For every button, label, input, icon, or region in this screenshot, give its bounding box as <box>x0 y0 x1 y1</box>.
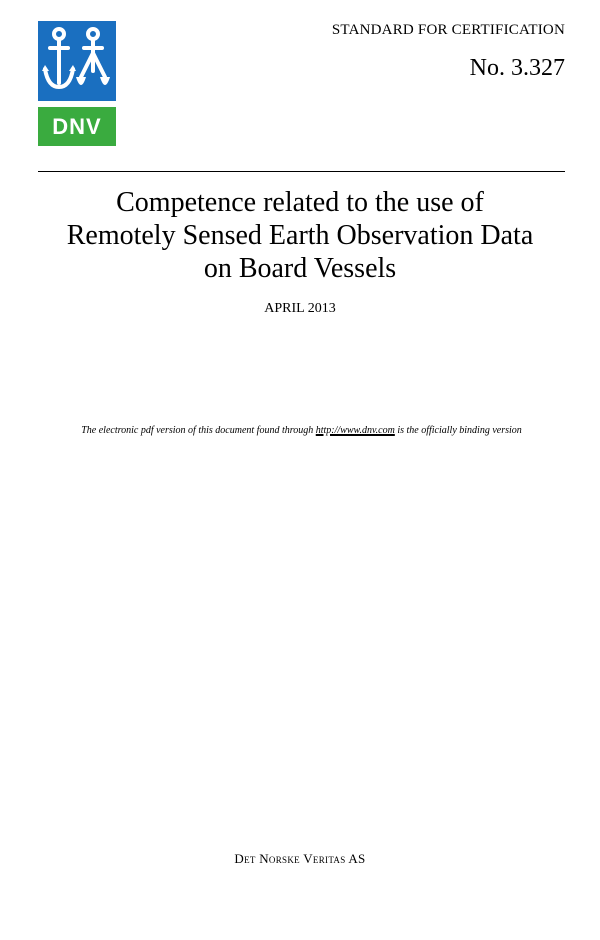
title-line-2: Remotely Sensed Earth Observation Data <box>66 220 534 251</box>
title-line-3: on Board Vessels <box>203 253 397 284</box>
title-line-1: Competence related to the use of <box>116 187 484 218</box>
document-title <box>0 186 600 285</box>
dnv-wordmark <box>38 107 116 146</box>
standard-label: STANDARD FOR CERTIFICATION <box>331 22 565 38</box>
header-divider <box>38 171 565 172</box>
dnv-website-link[interactable]: http://www.dnv.com <box>315 425 395 436</box>
publisher-name: Det Norske Veritas AS <box>234 851 366 866</box>
publication-date: APRIL 2013 <box>264 301 336 316</box>
notice-text-before: The electronic pdf version of this document found through <box>81 425 316 436</box>
dnv-logo <box>38 21 116 146</box>
dnv-wordmark-text: DNV <box>52 113 102 139</box>
anchor-logo-icon <box>38 21 116 101</box>
standard-number: No. 3.327 <box>469 55 565 81</box>
binding-version-notice <box>38 425 565 436</box>
notice-text-after: is the officially binding version <box>394 425 522 436</box>
